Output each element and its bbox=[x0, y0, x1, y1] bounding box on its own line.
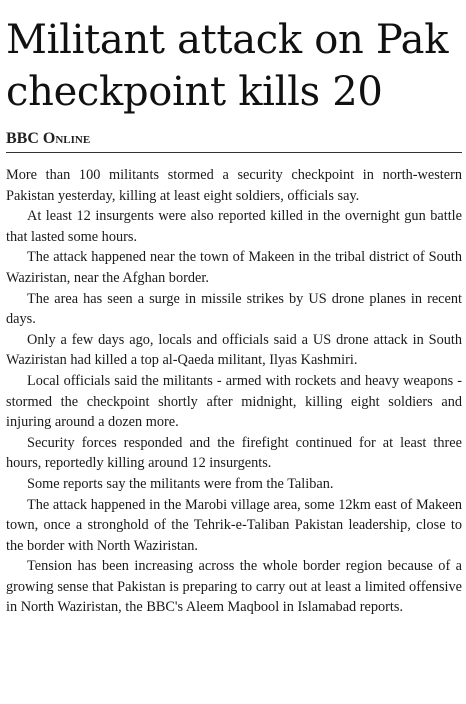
article-byline: BBC Online bbox=[6, 130, 462, 153]
article-paragraph: The area has seen a surge in missile strikes by US drone planes in recent days. bbox=[6, 290, 462, 328]
news-article bbox=[6, 14, 462, 618]
article-paragraph: Local officials said the militants - armed with rockets and heavy weapons - stormed the checkpoint shortly after midnight, killing eight soldiers and injuring around a dozen more. bbox=[6, 372, 462, 431]
article-paragraph: Only a few days ago, locals and officials said a US drone attack in South Waziristan had killed a top al-Qaeda militant, Ilyas Kashmiri. bbox=[6, 331, 462, 369]
article-paragraph: Some reports say the militants were from the Taliban. bbox=[27, 475, 334, 492]
article-body bbox=[6, 165, 462, 618]
article-paragraph: The attack happened near the town of Makeen in the tribal district of South Waziristan, near the Afghan border. bbox=[6, 249, 462, 286]
article-paragraph: Tension has been increasing across the whole border region because of a growing sense that Pakistan is preparing to carry out at least a limited offensive in North Waziristan, the BBC's Aleem Maqbool in Islamabad reports. bbox=[6, 558, 462, 616]
article-paragraph: At least 12 insurgents were also reported killed in the overnight gun battle that lasted some hours. bbox=[6, 208, 462, 245]
article-paragraph: Security forces responded and the firefight continued for at least three hours, reportedly killing around 12 insurgents. bbox=[6, 434, 462, 472]
article-paragraph: The attack happened in the Marobi village area, some 12km east of Makeen town, once a stronghold of the Tehrik-e-Taliban Pakistan leadership, close to the border with North Waziristan. bbox=[6, 496, 462, 554]
article-headline: Militant attack on Pak checkpoint kills 20 bbox=[6, 17, 449, 115]
article-paragraph: More than 100 militants stormed a security checkpoint in north-western Pakistan yesterday, killing at least eight soldiers, officials say. bbox=[6, 167, 462, 204]
